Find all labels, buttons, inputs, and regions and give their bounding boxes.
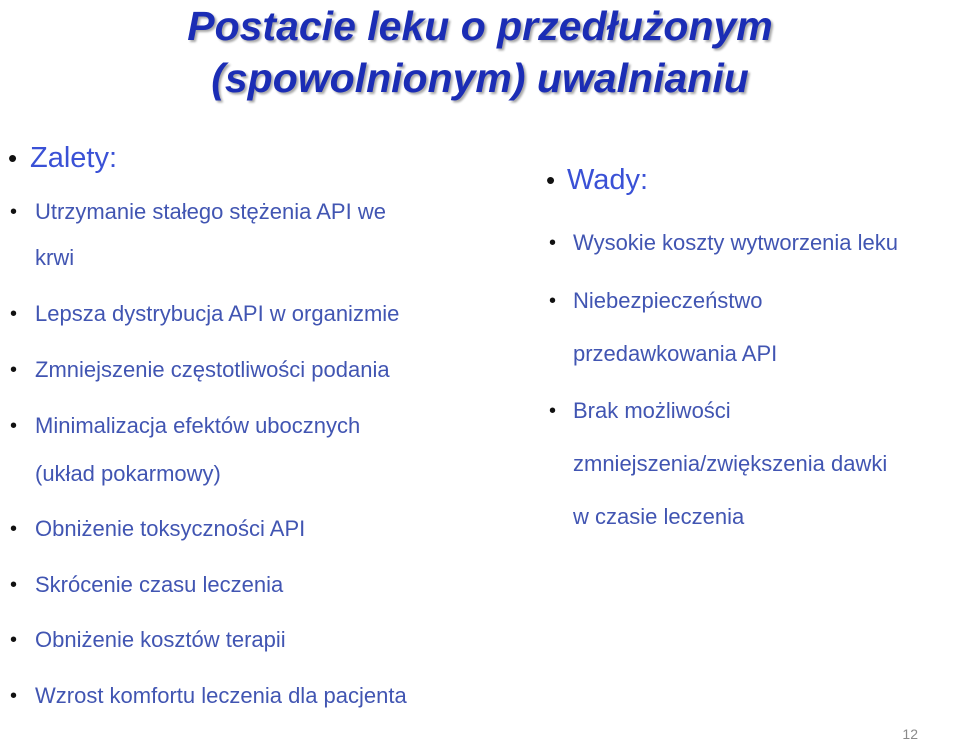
bullet-icon: • [549,290,557,312]
bullet-icon: • [10,359,18,381]
advantage-item: Zmniejszenie częstotliwości podania [35,357,390,382]
advantage-item: Obniżenie toksyczności API [35,516,306,541]
slide-title-line-1: Postacie leku o przedłużonym [187,3,773,49]
advantage-item: Obniżenie kosztów terapii [35,627,286,652]
advantage-item: Minimalizacja efektów ubocznych [35,413,361,438]
bullet-icon: • [8,143,18,173]
slide-title [110,0,850,104]
page-number: 12 [902,726,918,742]
bullet-icon: • [10,629,18,651]
slide-title-line-2: (spowolnionym) uwalnianiu [211,55,749,101]
bullet-icon: • [549,400,557,422]
advantage-item: Skrócenie czasu leczenia [35,572,284,597]
disadvantage-item: Wysokie koszty wytworzenia leku [573,230,899,255]
advantage-item-continuation: krwi [35,245,75,270]
advantage-item-continuation: (układ pokarmowy) [35,461,221,486]
bullet-icon: • [10,201,18,223]
bullet-icon: • [10,574,18,596]
advantage-item: Lepsza dystrybucja API w organizmie [35,301,400,326]
advantages-heading: Zalety: [30,142,118,174]
advantage-item: Wzrost komfortu leczenia dla pacjenta [35,683,407,708]
bullet-icon: • [10,303,18,325]
bullet-icon: • [10,518,18,540]
advantage-item: Utrzymanie stałego stężenia API we [35,199,386,224]
bullet-icon: • [10,415,18,437]
disadvantage-item-continuation: w czasie leczenia [573,504,745,529]
disadvantage-item-continuation: przedawkowania API [573,341,778,366]
disadvantage-item: Niebezpieczeństwo [573,288,763,313]
disadvantages-heading: Wady: [567,164,649,196]
disadvantage-item-continuation: zmniejszenia/zwiększenia dawki [573,451,888,476]
bullet-icon: • [546,165,556,195]
bullet-icon: • [10,685,18,707]
bullet-icon: • [549,232,557,254]
disadvantage-item: Brak możliwości [573,398,731,423]
